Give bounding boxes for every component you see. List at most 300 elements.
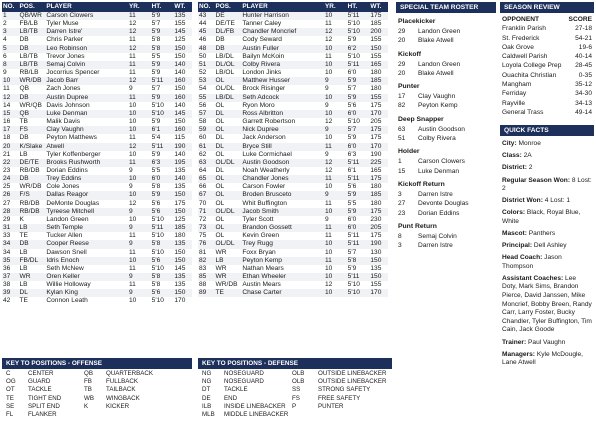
roster-player-name: Bryce Still — [241, 143, 324, 151]
roster-player-name: DeMonte Douglas — [46, 199, 100, 207]
key-meaning: STRONG SAFETY — [318, 386, 371, 394]
season-review-row — [500, 108, 594, 117]
roster-height: 6'2 — [347, 45, 370, 53]
roster-position: LB/TB — [19, 61, 46, 69]
roster-number: 38 — [3, 281, 11, 289]
key-meaning: FLANKER — [28, 411, 57, 419]
roster-position: QB — [19, 85, 30, 93]
roster-height: 5'9 — [347, 134, 357, 142]
roster-player-name: Cole Jones — [46, 183, 80, 191]
roster-number: 27 — [3, 199, 11, 207]
roster-weight: 130 — [370, 248, 382, 256]
roster-position: OL — [215, 150, 225, 158]
game-score: 19-6 — [578, 43, 592, 51]
key-abbrev: OT — [6, 386, 15, 394]
roster-position: DE/TE — [215, 20, 235, 28]
roster-position: WR — [215, 273, 242, 281]
key-meaning: TIGHT END — [28, 394, 62, 402]
defense-key-list — [202, 370, 398, 419]
roster-height: 5'8 — [347, 257, 370, 265]
roster-number: 16 — [3, 118, 11, 126]
roster-player-name: Dawson Snell — [46, 248, 87, 256]
roster-height: 5'9 — [347, 77, 370, 85]
roster-weight: 155 — [369, 94, 388, 102]
roster-position: LB — [19, 264, 28, 272]
quick-fact — [502, 140, 592, 149]
key-abbrev: DT — [202, 386, 211, 394]
game-score: 28-45 — [575, 62, 592, 70]
special-teams-number: 3 — [398, 190, 402, 198]
quick-fact-label: Regular Season Won: — [502, 176, 571, 184]
roster-height: 5'8 — [151, 281, 161, 289]
quick-fact — [502, 164, 592, 173]
roster-year: 11 — [128, 264, 136, 272]
roster-weight: 185 — [173, 224, 192, 232]
roster-year: 11 — [324, 175, 347, 183]
roster-position: LB — [19, 281, 28, 289]
key-meaning: OUTSIDE LINEBACKER — [318, 370, 387, 377]
roster-year: 9 — [128, 85, 133, 93]
roster-position: OL — [215, 126, 242, 134]
roster-position: OL — [215, 232, 225, 240]
roster-player-name: Jacob Barr — [45, 77, 128, 85]
roster-row — [2, 273, 192, 281]
score-col-header: SCORE — [568, 16, 592, 23]
roster-row — [198, 53, 388, 61]
roster-number: 11 — [3, 85, 10, 93]
roster-row — [198, 61, 388, 69]
roster-player-name: Chandler Moncrief — [241, 28, 324, 36]
special-teams-player: Luke Denman — [418, 167, 460, 175]
key-meaning — [106, 411, 176, 419]
roster-position: RB/DB — [19, 199, 40, 207]
roster-row — [2, 77, 192, 85]
roster-number: 64 — [199, 166, 207, 174]
roster-number: 83 — [199, 264, 207, 272]
roster-height: 5'9 — [151, 69, 161, 77]
roster-row — [198, 232, 388, 240]
roster-number: 55 — [198, 94, 215, 102]
roster-row — [2, 143, 192, 151]
roster-height: 6'0 — [347, 215, 357, 223]
key-meaning: NOSEGUARD — [224, 370, 264, 377]
roster-row — [198, 183, 388, 191]
opponent-col-header: OPPONENT — [502, 16, 540, 23]
roster-number: 29 — [3, 215, 11, 223]
roster-player-name: London Jinks — [242, 69, 282, 77]
special-teams-row — [396, 190, 496, 199]
roster-player-name: Connon Leath — [46, 297, 88, 305]
roster-weight: 155 — [370, 52, 382, 60]
key-row — [202, 403, 398, 411]
quick-fact-label: Managers: — [502, 350, 535, 358]
roster-height: 5'10 — [347, 52, 360, 60]
roster-year: 11 — [128, 52, 136, 60]
roster-height: 5'9 — [347, 208, 370, 216]
roster-weight: 135 — [173, 240, 192, 248]
roster-year: 12 — [324, 159, 347, 167]
roster-weight: 195 — [173, 159, 192, 167]
roster-number: 71 — [198, 208, 215, 216]
roster-row — [198, 134, 388, 142]
roster-weight: 155 — [174, 20, 186, 28]
special-teams-player: Blake Atwell — [418, 37, 454, 45]
roster-weight: 135 — [370, 264, 382, 272]
key-abbrev: FS — [292, 394, 300, 402]
roster-row — [2, 159, 192, 167]
special-teams-number: 63 — [398, 125, 406, 133]
roster-year: 9 — [128, 289, 151, 297]
roster-year: 11 — [128, 232, 136, 240]
roster-year: 10 — [128, 257, 151, 265]
roster-row — [198, 167, 388, 175]
roster-weight: 150 — [173, 257, 192, 265]
roster-weight: 230 — [370, 215, 382, 223]
game-score: 0-35 — [578, 71, 592, 79]
key-abbrev: DE — [202, 394, 211, 402]
roster-player-name: Peyton Kemp — [241, 257, 324, 265]
roster-height: 5'11 — [151, 77, 174, 85]
key-meaning: FULLBACK — [106, 378, 138, 386]
special-teams-row — [396, 101, 496, 110]
key-meaning: GUARD — [28, 378, 51, 386]
roster-weight: 185 — [369, 191, 388, 199]
roster-height: 5'5 — [347, 199, 357, 207]
roster-number: 33 — [3, 232, 11, 240]
roster-number: 1 — [2, 12, 19, 20]
roster-player-name: Atwell — [45, 143, 128, 151]
quick-fact-label: Class: — [502, 152, 522, 160]
key-row — [202, 386, 398, 394]
roster-height: 5'11 — [347, 175, 370, 183]
quick-fact — [502, 351, 592, 368]
roster-weight: 175 — [370, 134, 382, 142]
roster-weight: 200 — [369, 28, 388, 36]
roster-player-name: Noah Weatherly — [242, 166, 290, 174]
roster-position: TE — [19, 297, 28, 305]
roster-row — [2, 28, 192, 36]
key-abbrev — [84, 411, 106, 419]
roster-number: 70 — [199, 199, 207, 207]
roster-player-name: Tyler Muse — [46, 20, 79, 28]
key-row — [6, 370, 176, 378]
roster-year: 9 — [324, 150, 329, 158]
roster-height: 6'1 — [151, 126, 174, 134]
roster-row — [198, 102, 388, 110]
season-review-row — [500, 80, 594, 89]
roster-year: 9 — [128, 273, 151, 281]
roster-number: 34 — [2, 240, 19, 248]
roster-height: 5'11 — [151, 143, 174, 151]
roster-header-pos: POS. — [215, 2, 242, 12]
roster-player-name: Austin Mears — [242, 281, 281, 289]
roster-number: 56 — [199, 101, 207, 109]
quick-fact-value: 2A — [523, 152, 532, 160]
roster-year: 12 — [324, 28, 347, 36]
roster-weight: 205 — [370, 118, 382, 126]
roster-weight: 160 — [173, 94, 192, 102]
special-teams-number: 23 — [398, 209, 406, 217]
roster-row — [198, 28, 388, 36]
roster-height: 6'0 — [347, 110, 370, 118]
roster-height: 6'3 — [151, 159, 174, 167]
roster-year: 11 — [324, 52, 332, 60]
quick-fact-value: Dell Ashley — [533, 242, 567, 250]
roster-row — [2, 208, 192, 216]
roster-weight: 135 — [174, 166, 186, 174]
roster-number: 39 — [2, 289, 19, 297]
roster-position: WR — [19, 273, 46, 281]
season-review-row — [500, 61, 594, 70]
roster-number: 53 — [198, 77, 215, 85]
roster-height: 5'11 — [347, 273, 370, 281]
roster-number: 44 — [199, 20, 207, 28]
roster-height: 5'8 — [151, 45, 174, 53]
roster-number: 37 — [2, 273, 19, 281]
quick-fact-value: 4 Lost: 1 — [544, 197, 571, 205]
roster-position: OL/DL — [215, 85, 235, 93]
quick-fact — [502, 254, 592, 271]
roster-weight: 150 — [369, 273, 388, 281]
special-teams-player: Devonte Douglas — [418, 200, 469, 208]
roster-position: DE — [215, 12, 242, 20]
roster-position: WR/DB — [19, 77, 46, 85]
roster-position: DB — [215, 45, 242, 53]
roster-number: 18 — [3, 134, 11, 142]
roster-player-name: Jack Anderson — [242, 134, 286, 142]
roster-year: 11 — [324, 224, 347, 232]
roster-weight: 165 — [369, 61, 388, 69]
quick-fact-label: Assistant Coaches: — [502, 274, 564, 282]
roster-height: 6'0 — [347, 143, 370, 151]
roster-row — [198, 200, 388, 208]
roster-weight: 140 — [174, 101, 186, 109]
key-abbrev: SS — [292, 386, 301, 394]
roster-number: 61 — [198, 143, 215, 151]
roster-row — [198, 151, 388, 159]
roster-position: DL — [19, 289, 46, 297]
roster-player-name: Bailyn McKoin — [242, 52, 285, 60]
special-teams-number: 15 — [398, 167, 406, 175]
roster-weight: 145 — [173, 28, 192, 36]
key-abbrev: K — [84, 402, 89, 410]
roster-height: 5'10 — [347, 20, 360, 28]
roster-year: 9 — [128, 224, 151, 232]
roster-number: 59 — [198, 126, 215, 134]
roster-player-name: Luke Cormichael — [242, 150, 292, 158]
roster-weight: 155 — [370, 36, 382, 44]
key-abbrev: NG — [202, 378, 212, 386]
roster-height: 5'9 — [347, 191, 370, 199]
roster-year: 11 — [128, 159, 151, 167]
roster-year: 9 — [128, 208, 151, 216]
roster-player-name: Landon Green — [46, 215, 89, 223]
roster-number: 48 — [198, 45, 215, 53]
roster-player-name: Cody Seward — [242, 36, 282, 44]
roster-number: 10 — [2, 77, 19, 85]
roster-player-name: Tyler Scott — [242, 215, 274, 223]
special-teams-number: 82 — [398, 102, 406, 110]
roster-row — [198, 159, 388, 167]
key-meaning: TACKLE — [28, 386, 52, 394]
roster-position: LB/TB — [19, 52, 38, 60]
roster-header-yr: YR. — [324, 2, 347, 12]
roster-player-name: Brock Risinger — [242, 85, 286, 93]
roster-player-name: Hunter Harrison — [241, 12, 324, 20]
roster-weight: 150 — [174, 248, 186, 256]
roster-height: 5'9 — [151, 12, 174, 20]
roster-year: 11 — [128, 36, 136, 44]
roster-number: 36 — [3, 264, 11, 272]
special-teams-row — [396, 134, 496, 143]
quick-fact-value: Kyle McDougle, Lane Atwell — [502, 350, 584, 367]
position-keys — [2, 358, 392, 428]
roster-height: 5'10 — [151, 297, 164, 305]
quick-fact — [502, 230, 592, 239]
special-teams-number: 20 — [398, 37, 406, 45]
roster-weight: 135 — [174, 281, 186, 289]
roster-row — [2, 167, 192, 175]
roster-year: 12 — [128, 199, 137, 207]
roster-row — [198, 69, 388, 77]
roster-player-name: Nathan Mears — [242, 264, 284, 272]
roster-position: FB/DL — [19, 257, 46, 265]
roster-number: 52 — [199, 69, 207, 77]
roster-position: OL/DL — [215, 159, 242, 167]
roster-number: 72 — [199, 215, 207, 223]
roster-position: DL/FB — [215, 28, 242, 36]
roster-position: LB/TB — [19, 28, 46, 36]
roster-number: 24 — [2, 175, 19, 183]
roster-position: DL/OL — [215, 61, 242, 69]
roster-position: OL — [215, 215, 225, 223]
roster-row — [198, 45, 388, 53]
opponent-name: Franklin Parish — [502, 25, 546, 33]
key-abbrev: FL — [6, 411, 14, 419]
roster-number: 21 — [3, 150, 11, 158]
key-meaning: END — [224, 394, 238, 402]
roster-row — [2, 232, 192, 240]
quick-fact-label: District: — [502, 164, 527, 172]
roster-height: 5'6 — [347, 101, 357, 109]
roster-position: DL — [215, 166, 224, 174]
special-teams-player: Dorian Eddins — [418, 209, 460, 217]
roster-weight: 170 — [369, 143, 388, 151]
roster-year: 11 — [324, 199, 332, 207]
roster-number: 22 — [2, 159, 19, 167]
roster-number: 26 — [2, 191, 19, 199]
roster-number: 57 — [198, 110, 215, 118]
roster-position: K — [19, 215, 24, 223]
roster-year: 10 — [324, 264, 333, 272]
roster-year: 12 — [128, 45, 151, 53]
roster-row — [2, 134, 192, 142]
roster-player-name: Dorian Eddins — [46, 166, 88, 174]
opponent-name: Ferriday — [502, 90, 527, 98]
roster-position: OL — [215, 191, 242, 199]
roster-number: 20 — [2, 143, 19, 151]
roster-year: 11 — [128, 134, 136, 142]
roster-row — [2, 20, 192, 28]
offense-key-title: KEY TO POSITIONS - OFFENSE — [2, 358, 192, 369]
season-review-title: SEASON REVIEW — [500, 2, 594, 13]
defense-key-title: KEY TO POSITIONS - DEFENSE — [198, 358, 392, 369]
roster-number: 8 — [2, 61, 19, 69]
roster-year: 10 — [128, 215, 137, 223]
roster-weight: 150 — [173, 191, 192, 199]
quick-fact-value: Monroe — [518, 140, 541, 148]
roster-height: 5'7 — [347, 85, 357, 93]
roster-player-name: Matthew Husser — [241, 77, 324, 85]
key-row — [6, 378, 176, 386]
roster-weight: 150 — [174, 85, 186, 93]
roster-year: 12 — [128, 28, 151, 36]
roster-height: 5'10 — [347, 118, 360, 126]
roster-player-name: Austin Goodson — [241, 159, 324, 167]
roster-year: 10 — [128, 126, 151, 134]
roster-weight: 135 — [174, 183, 186, 191]
roster-weight: 180 — [370, 85, 382, 93]
roster-weight: 175 — [369, 12, 388, 20]
special-teams-number: 1 — [398, 158, 402, 166]
roster-height: 5'9 — [151, 94, 174, 102]
special-teams-player: Landon Green — [418, 60, 461, 68]
key-abbrev: OLB — [292, 378, 305, 386]
key-row — [6, 411, 176, 419]
key-abbrev: TB — [84, 386, 92, 394]
roster-player-name: Seth Adcock — [241, 94, 324, 102]
roster-row — [2, 249, 192, 257]
special-teams-row — [396, 92, 496, 101]
roster-weight: 190 — [369, 240, 388, 248]
roster-player-name: Peyton Matthews — [46, 134, 97, 142]
roster-row — [2, 297, 192, 305]
roster-number: 73 — [198, 224, 215, 232]
roster-weight: 180 — [174, 232, 186, 240]
roster-height: 5'11 — [347, 61, 370, 69]
roster-weight: 190 — [173, 143, 192, 151]
roster-height: 5'10 — [347, 289, 370, 297]
roster-position: DB — [19, 94, 46, 102]
roster-weight: 150 — [173, 289, 192, 297]
opponent-name: Mangham — [502, 81, 532, 89]
roster-header-wt: WT. — [173, 2, 192, 12]
roster-position: DB — [19, 240, 46, 248]
game-score: 34-30 — [575, 90, 592, 98]
opponent-name: St. Frederick — [502, 34, 540, 42]
roster-row — [2, 289, 192, 297]
roster-year: 10 — [324, 273, 347, 281]
offense-key-list — [6, 370, 176, 419]
roster-row — [2, 265, 192, 273]
roster-row — [198, 249, 388, 257]
roster-height: 6'0 — [151, 175, 174, 183]
roster-height: 5'10 — [347, 281, 360, 289]
roster-height: 5'7 — [347, 126, 370, 134]
roster-number: 62 — [199, 150, 207, 158]
roster-header-no: NO. — [2, 2, 19, 12]
special-teams-number: 51 — [398, 135, 406, 143]
roster-player-name: Austin Fuller — [241, 45, 324, 53]
roster-height: 5'11 — [347, 232, 360, 240]
roster-weight: 185 — [369, 77, 388, 85]
roster-row — [198, 265, 388, 273]
roster-height: 5'11 — [347, 12, 370, 20]
season-review-row — [500, 24, 594, 33]
roster-number: 14 — [3, 101, 11, 109]
roster-position: WR — [215, 248, 227, 256]
roster-row — [2, 45, 192, 53]
